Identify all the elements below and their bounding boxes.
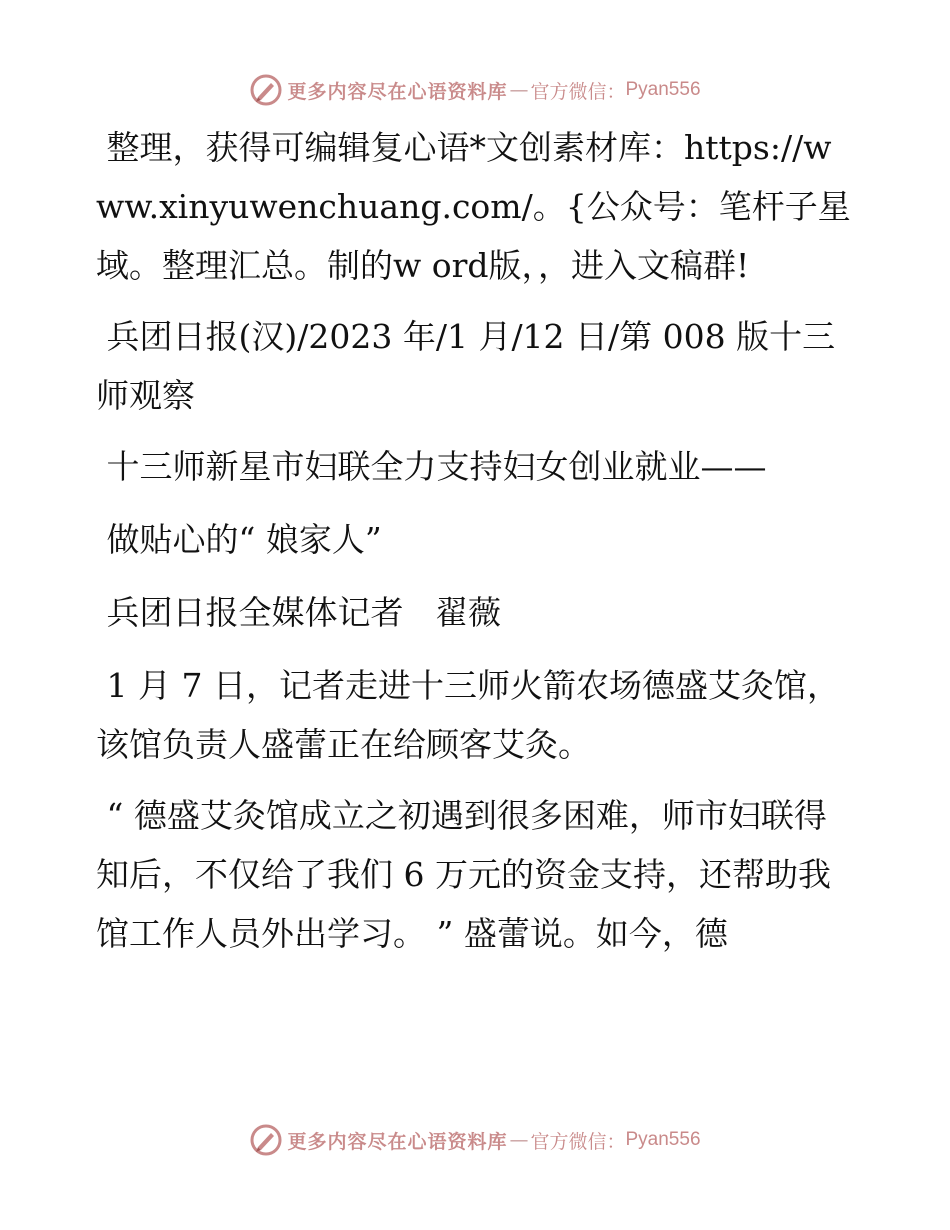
watermark-sub-text: 官方微信：	[530, 1130, 626, 1153]
body-paragraph: 1 月 7 日，记者走进十三师火箭农场德盛艾灸馆，该馆负责人盛蕾正在给顾客艾灸。	[96, 666, 840, 764]
article-headline: 十三师新星市妇联全力支持妇女创业就业——	[96, 447, 767, 486]
intro-paragraph: 整理，获得可编辑复心语*文创素材库：https://www.xinyuwenchuang.com/。{公众号：笔杆子星域。整理汇总。制的w ord版，，进入文稿群!	[96, 128, 851, 285]
watermark-sub-text: 官方微信：	[530, 80, 626, 103]
watermark-main-text: 更多内容尽在心语资料库	[287, 80, 508, 103]
byline: 兵团日报全媒体记者 翟薇	[96, 593, 501, 632]
watermark-header	[0, 70, 950, 110]
pen-logo-icon	[249, 73, 283, 107]
watermark-footer	[0, 1120, 950, 1160]
watermark-main-text: 更多内容尽在心语资料库	[287, 1130, 508, 1153]
body-paragraph: “ 德盛艾灸馆成立之初遇到很多困难，师市妇联得知后，不仅给了我们 6 万元的资金支持，还帮助我馆工作人员外出学习。 ” 盛蕾说。如今，德	[96, 796, 831, 953]
watermark-wechat-id: Pyan556	[625, 79, 701, 100]
source-line: 兵团日报(汉)/2023 年/1 月/12 日/第 008 版十三师观察	[96, 317, 836, 415]
watermark-dash: —	[509, 79, 529, 101]
document-body	[96, 118, 852, 975]
article-subheadline: 做贴心的“ 娘家人”	[96, 520, 382, 559]
pen-logo-icon	[249, 1123, 283, 1157]
watermark-dash: —	[509, 1129, 529, 1151]
watermark-wechat-id: Pyan556	[625, 1129, 701, 1150]
